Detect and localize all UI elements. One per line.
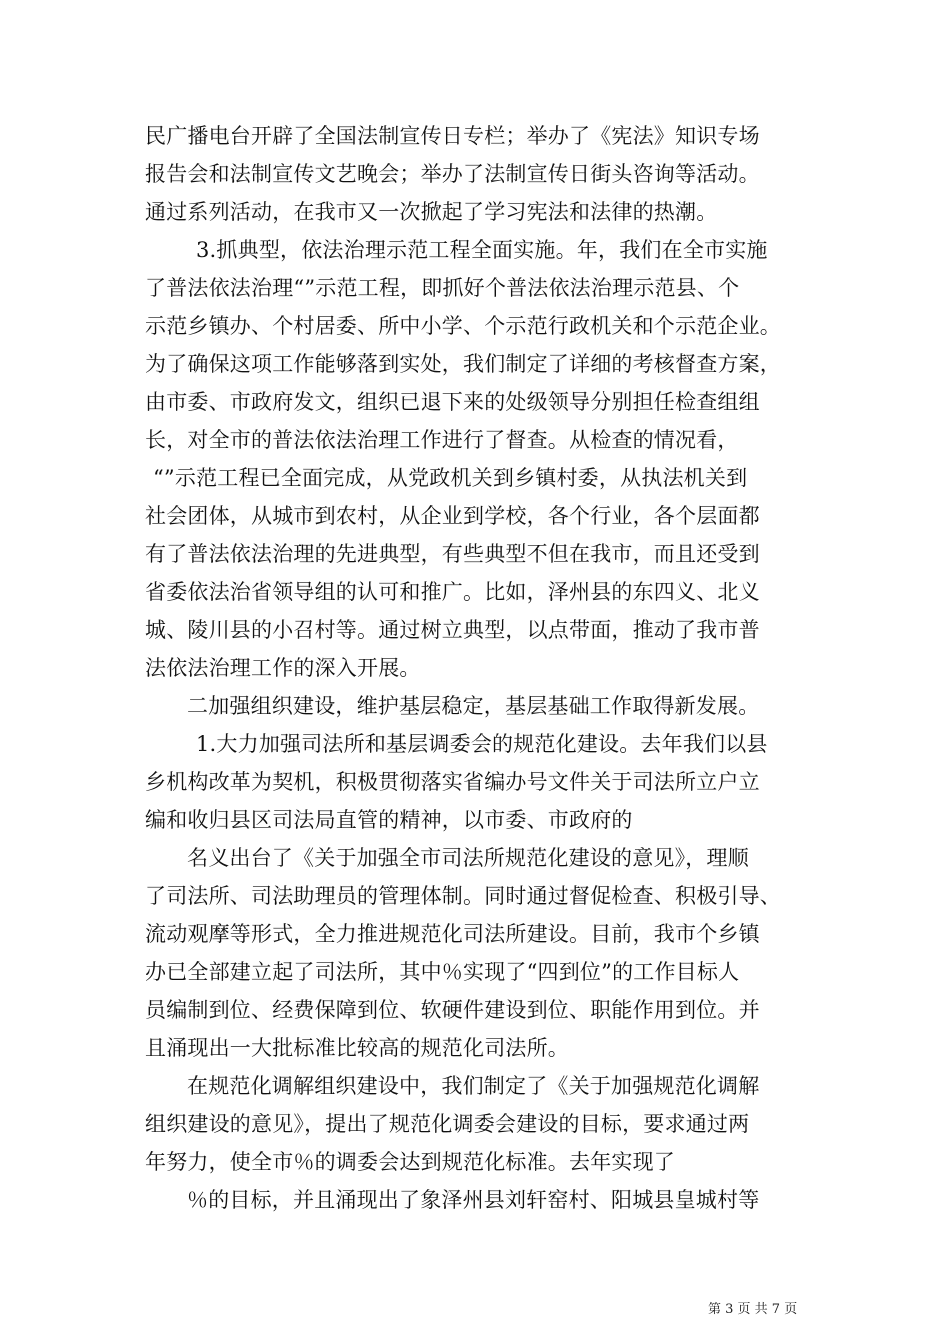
text-line: 办已全部建立起了司法所，其中％实现了“四到位”的工作目标人 [145,960,740,984]
text-line: 示范乡镇办、个村居委、所中小学、个示范行政机关和个示范企业。 [145,314,781,338]
body-text [145,117,810,1219]
text-line: 名义出台了《关于加强全市司法所规范化建设的意见》，理顺 [187,846,749,870]
text-line: 年努力，使全市％的调委会达到规范化标准。去年实现了 [145,1150,675,1174]
text-line: 城、陵川县的小召村等。通过树立典型，以点带面，推动了我市普 [145,618,760,642]
text-line: 民广播电台开辟了全国法制宣传日专栏；举办了《宪法》知识专场 [145,124,760,148]
text-line: 了普法依法治理“”示范工程，即抓好个普法依法治理示范县、个 [145,276,740,300]
text-line: 在规范化调解组织建设中，我们制定了《关于加强规范化调解 [187,1074,760,1098]
text-line: 二加强组织建设，维护基层稳定，基层基础工作取得新发展。 [187,694,760,718]
text-line: 1.大力加强司法所和基层调委会的规范化建设。去年我们以县 [196,732,768,756]
text-line: 编和收归县区司法局直管的精神，以市委、市政府的 [145,808,633,832]
text-line: 法依法治理工作的深入开展。 [145,656,421,680]
text-line: 员编制到位、经费保障到位、软硬件建设到位、职能作用到位。并 [145,998,760,1022]
text-line: 省委依法治省领导组的认可和推广。比如，泽州县的东四义、北义 [145,580,760,604]
text-line: “”示范工程已全面完成，从党政机关到乡镇村委，从执法机关到 [153,466,748,490]
text-line: ％的目标，并且涌现出了象泽州县刘轩窑村、阳城县皇城村等 [187,1188,760,1212]
text-line: 为了确保这项工作能够落到实处，我们制定了详细的考核督查方案， [145,352,781,376]
page-number-footer: 第 3 页 共 7 页 [708,1302,798,1317]
text-line: 3.抓典型，依法治理示范工程全面实施。年，我们在全市实施 [196,238,768,262]
text-line: 了司法所、司法助理员的管理体制。同时通过督促检查、积极引导、 [145,884,781,908]
text-line: 流动观摩等形式，全力推进规范化司法所建设。目前，我市个乡镇 [145,922,760,946]
text-line: 有了普法依法治理的先进典型，有些典型不但在我市，而且还受到 [145,542,760,566]
text-line: 组织建设的意见》，提出了规范化调委会建设的目标，要求通过两 [145,1112,750,1136]
text-line: 社会团体，从城市到农村，从企业到学校，各个行业，各个层面都 [145,504,760,528]
text-line: 且涌现出一大批标准比较高的规范化司法所。 [145,1036,569,1060]
text-line: 报告会和法制宣传文艺晚会；举办了法制宣传日街头咨询等活动。 [145,162,760,186]
text-line: 由市委、市政府发文，组织已退下来的处级领导分别担任检查组组 [145,390,760,414]
text-line: 长，对全市的普法依法治理工作进行了督查。从检查的情况看， [145,428,739,452]
text-line: 乡机构改革为契机，积极贯彻落实省编办号文件关于司法所立户立 [145,770,760,794]
text-line: 通过系列活动，在我市又一次掀起了学习宪法和法律的热潮。 [145,200,718,224]
